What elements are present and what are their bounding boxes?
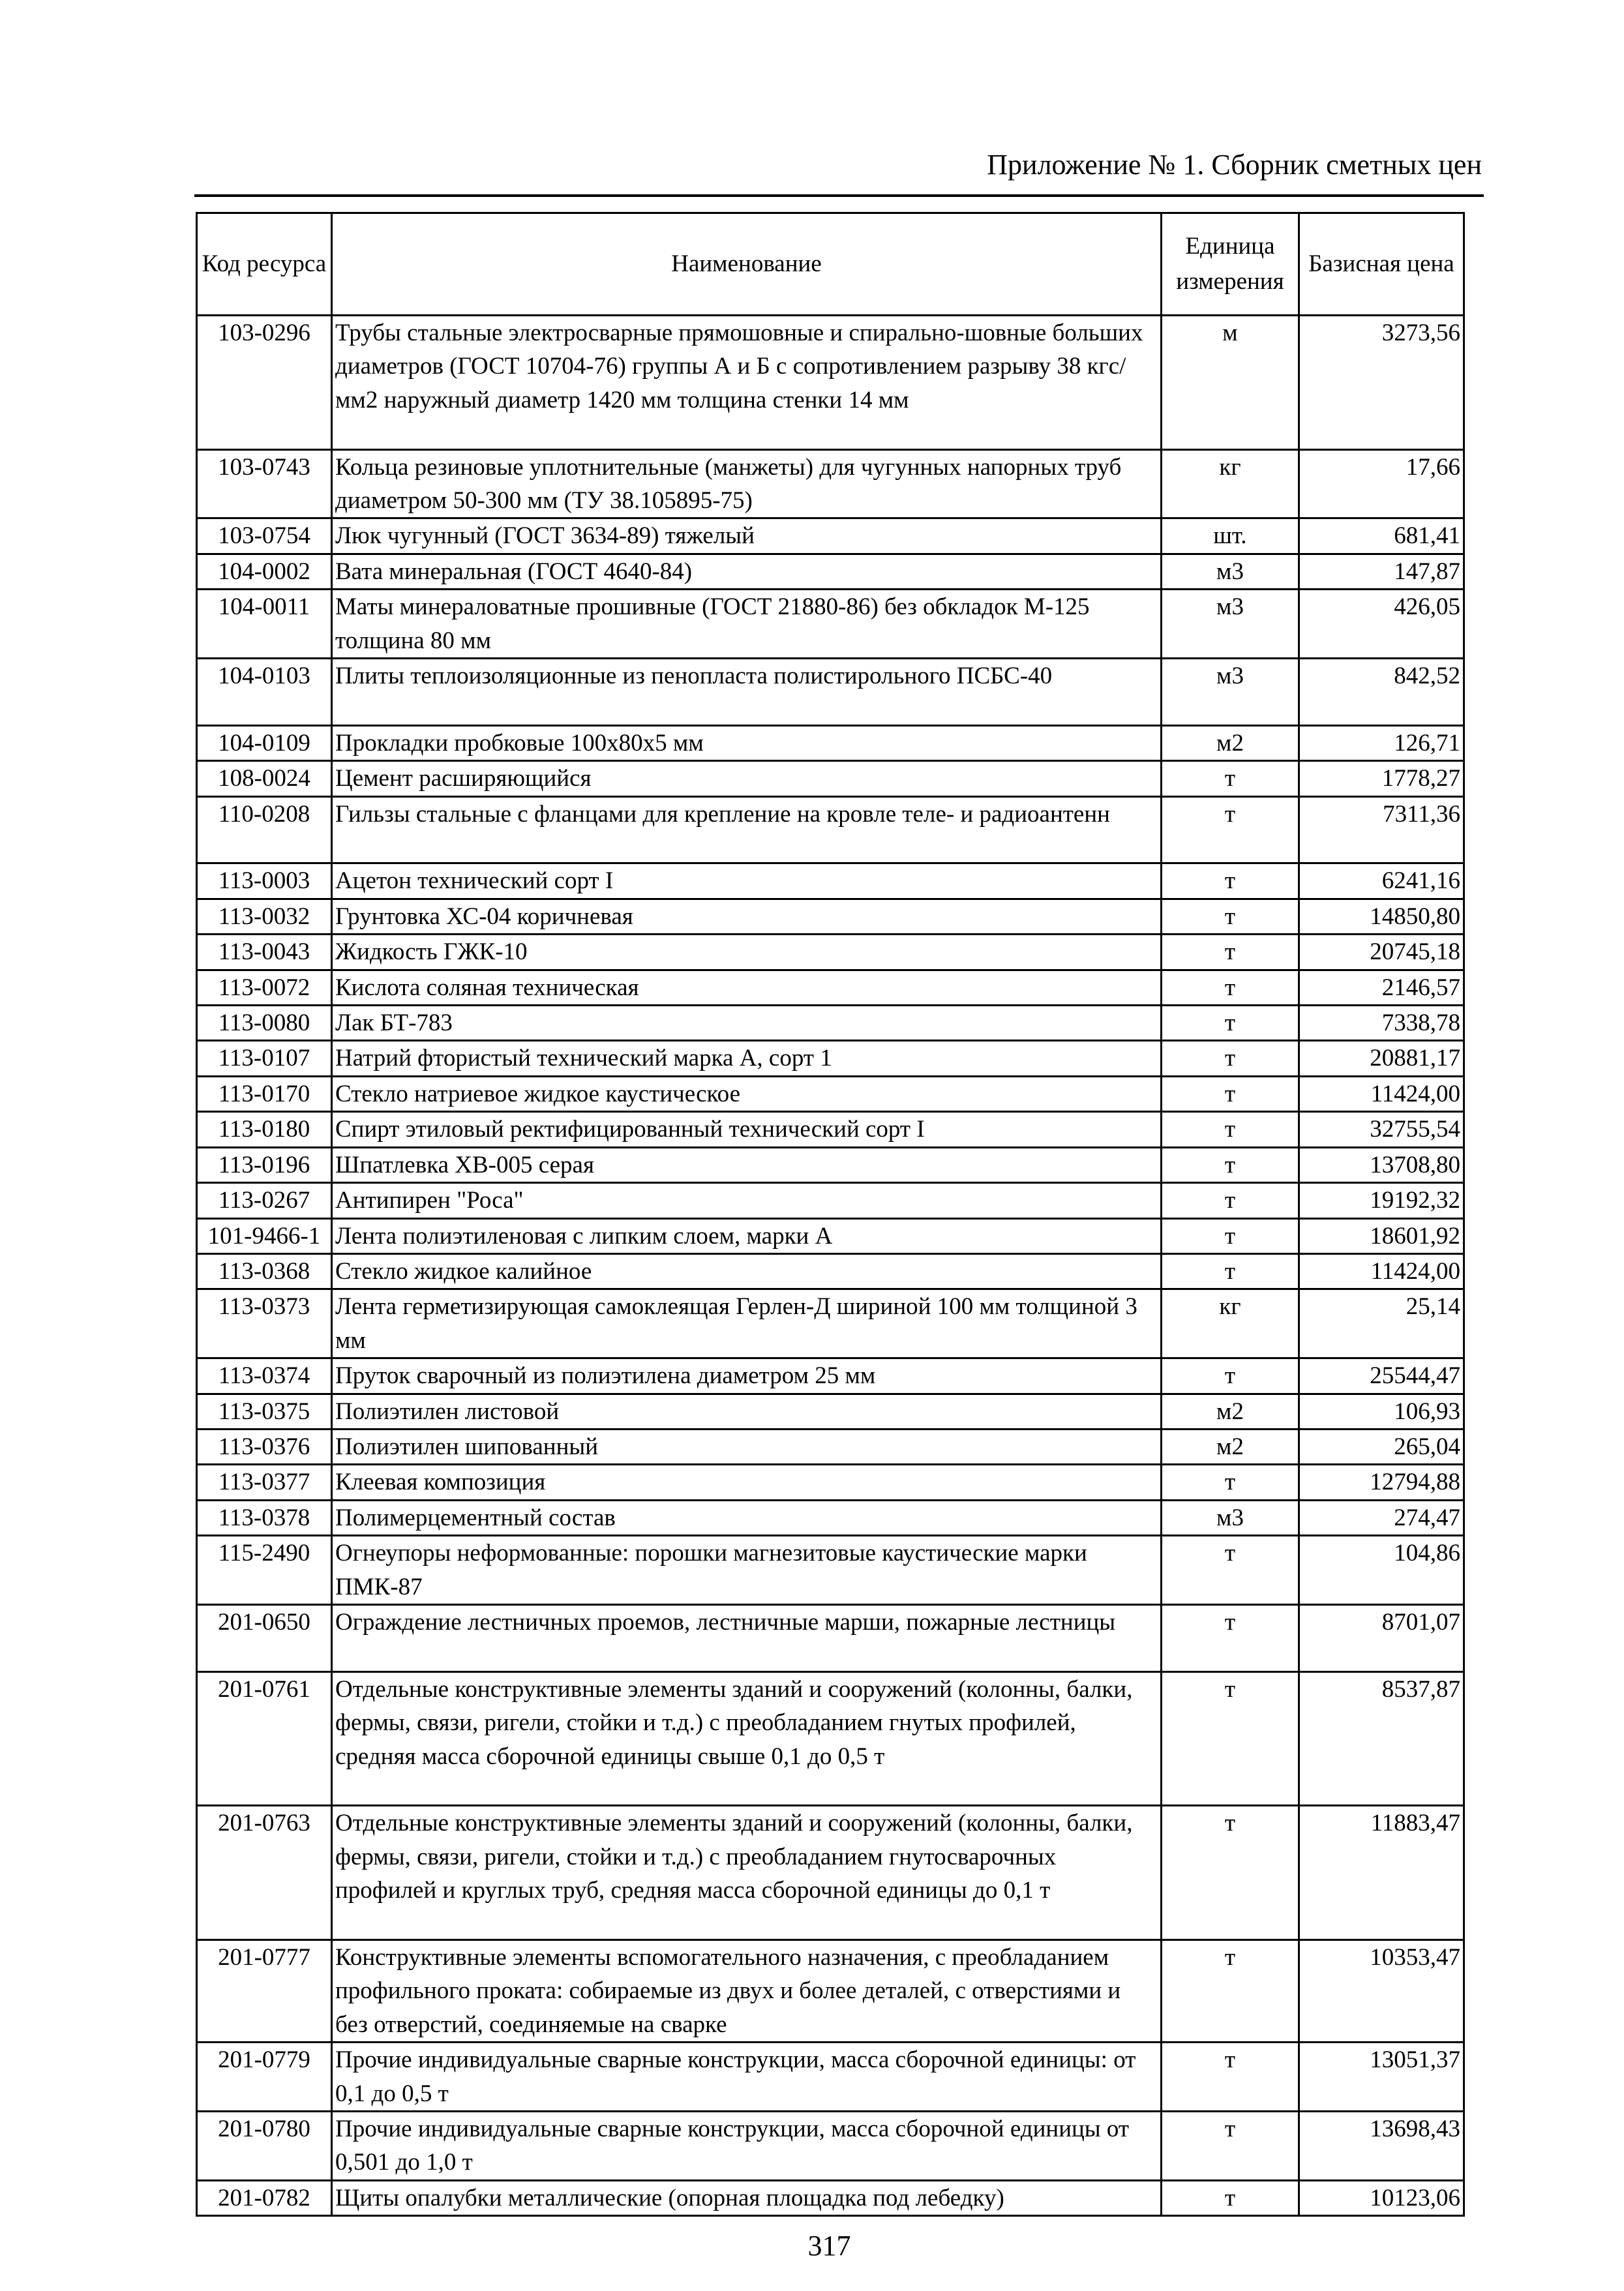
table-row (197, 2180, 1464, 2215)
cell-unit: т (1162, 899, 1299, 934)
cell-name: Плиты теплоизоляционные из пенопласта полистирольного ПСБС-40 (332, 659, 1162, 726)
cell-price: 1778,27 (1299, 761, 1464, 796)
cell-code: 201-0782 (197, 2180, 332, 2215)
cell-price: 17,66 (1299, 449, 1464, 518)
cell-code: 113-0003 (197, 863, 332, 899)
cell-code: 113-0376 (197, 1429, 332, 1464)
cell-code: 101-9466-1 (197, 1218, 332, 1253)
cell-price: 3273,56 (1299, 316, 1464, 450)
table-row (197, 1465, 1464, 1500)
column-header-unit: Единица измерения (1162, 213, 1299, 316)
table-row (197, 935, 1464, 970)
cell-code: 103-0743 (197, 449, 332, 518)
cell-name: Лак БТ-783 (332, 1006, 1162, 1041)
table-row (197, 1394, 1464, 1429)
cell-unit: т (1162, 1358, 1299, 1394)
cell-code: 201-0779 (197, 2043, 332, 2112)
cell-code: 113-0107 (197, 1041, 332, 1076)
cell-unit: т (1162, 970, 1299, 1005)
cell-price: 2146,57 (1299, 970, 1464, 1005)
cell-unit: кг (1162, 449, 1299, 518)
cell-unit: т (1162, 761, 1299, 796)
table-row (197, 1076, 1464, 1111)
cell-unit: т (1162, 935, 1299, 970)
cell-name: Полиэтилен листовой (332, 1394, 1162, 1429)
cell-code: 113-0080 (197, 1006, 332, 1041)
table-row (197, 1536, 1464, 1605)
cell-unit: т (1162, 1218, 1299, 1253)
cell-unit: м2 (1162, 1394, 1299, 1429)
page-content (196, 212, 1463, 2262)
cell-code: 201-0780 (197, 2111, 332, 2180)
table-row (197, 590, 1464, 659)
table-row (197, 1183, 1464, 1218)
cell-code: 201-0777 (197, 1939, 332, 2042)
table-row (197, 970, 1464, 1005)
cell-unit: т (1162, 1939, 1299, 2042)
cell-unit: т (1162, 1112, 1299, 1147)
cell-price: 104,86 (1299, 1536, 1464, 1605)
cell-price: 10353,47 (1299, 1939, 1464, 2042)
cell-code: 104-0103 (197, 659, 332, 726)
cell-name: Отдельные конструктивные элементы зданий и сооружений (колонны, балки, фермы, связи, ригели, стойки и т.д.) с преобладанием гнутых профилей, средняя масса сборочной единицы свыше 0,1 до 0,5 т (332, 1671, 1162, 1806)
table-row (197, 1041, 1464, 1076)
cell-price: 842,52 (1299, 659, 1464, 726)
cell-code: 113-0373 (197, 1289, 332, 1358)
cell-price: 11424,00 (1299, 1076, 1464, 1111)
cell-unit: т (1162, 1604, 1299, 1671)
table-row (197, 725, 1464, 760)
cell-unit: т (1162, 2043, 1299, 2112)
cell-name: Прокладки пробковые 100x80x5 мм (332, 725, 1162, 760)
cell-code: 104-0109 (197, 725, 332, 760)
cell-name: Цемент расширяющийся (332, 761, 1162, 796)
cell-unit: т (1162, 1671, 1299, 1806)
table-row (197, 796, 1464, 863)
cell-name: Лента полиэтиленовая с липким слоем, марки А (332, 1218, 1162, 1253)
cell-price: 126,71 (1299, 725, 1464, 760)
table-row (197, 863, 1464, 899)
column-header-code: Код ресурса (197, 213, 332, 316)
cell-code: 103-0754 (197, 518, 332, 554)
table-row (197, 1218, 1464, 1253)
table-row (197, 659, 1464, 726)
cell-name: Кольца резиновые уплотнительные (манжеты) для чугунных напорных труб диаметром 50-300 мм (ТУ 38.105895-75) (332, 449, 1162, 518)
cell-price: 13708,80 (1299, 1147, 1464, 1182)
cell-code: 113-0377 (197, 1465, 332, 1500)
cell-name: Ацетон технический сорт I (332, 863, 1162, 899)
table-row (197, 316, 1464, 450)
cell-unit: т (1162, 1006, 1299, 1041)
table-row (197, 554, 1464, 589)
cell-name: Стекло жидкое калийное (332, 1253, 1162, 1289)
cell-name: Прочие индивидуальные сварные конструкции, масса сборочной единицы: от 0,1 до 0,5 т (332, 2043, 1162, 2112)
cell-unit: т (1162, 2180, 1299, 2215)
cell-code: 201-0650 (197, 1604, 332, 1671)
cell-name: Огнеупоры неформованные: порошки магнезитовые каустические марки ПМК-87 (332, 1536, 1162, 1605)
cell-price: 18601,92 (1299, 1218, 1464, 1253)
column-header-name: Наименование (332, 213, 1162, 316)
cell-price: 10123,06 (1299, 2180, 1464, 2215)
cell-name: Антипирен "Роса" (332, 1183, 1162, 1218)
cell-name: Ограждение лестничных проемов, лестничные марши, пожарные лестницы (332, 1604, 1162, 1671)
cell-code: 201-0761 (197, 1671, 332, 1806)
cell-price: 25,14 (1299, 1289, 1464, 1358)
cell-name: Гильзы стальные с фланцами для крепление на кровле теле- и радиоантенн (332, 796, 1162, 863)
cell-code: 113-0196 (197, 1147, 332, 1182)
cell-price: 32755,54 (1299, 1112, 1464, 1147)
cell-name: Жидкость ГЖК-10 (332, 935, 1162, 970)
table-row (197, 1112, 1464, 1147)
table-row (197, 1358, 1464, 1394)
cell-name: Грунтовка ХС-04 коричневая (332, 899, 1162, 934)
cell-name: Пруток сварочный из полиэтилена диаметром 25 мм (332, 1358, 1162, 1394)
cell-price: 20881,17 (1299, 1041, 1464, 1076)
table-row (197, 1806, 1464, 1940)
cell-price: 147,87 (1299, 554, 1464, 589)
cell-name: Вата минеральная (ГОСТ 4640-84) (332, 554, 1162, 589)
cell-unit: т (1162, 1076, 1299, 1111)
cell-code: 113-0375 (197, 1394, 332, 1429)
cell-code: 113-0043 (197, 935, 332, 970)
cell-code: 104-0002 (197, 554, 332, 589)
cell-code: 108-0024 (197, 761, 332, 796)
price-table (196, 212, 1465, 2217)
cell-unit: м3 (1162, 659, 1299, 726)
table-row (197, 2043, 1464, 2112)
cell-price: 13698,43 (1299, 2111, 1464, 2180)
table-row (197, 1604, 1464, 1671)
cell-price: 274,47 (1299, 1500, 1464, 1535)
page-number: 317 (807, 2230, 851, 2262)
table-row (197, 1671, 1464, 1806)
table-row (197, 1289, 1464, 1358)
cell-code: 113-0368 (197, 1253, 332, 1289)
cell-price: 681,41 (1299, 518, 1464, 554)
cell-name: Отдельные конструктивные элементы зданий и сооружений (колонны, балки, фермы, связи, ригели, стойки и т.д.) с преобладанием гнутосварочных профилей и круглых труб, средняя масса сборочной единицы до 0,1 т (332, 1806, 1162, 1940)
cell-unit: т (1162, 2111, 1299, 2180)
cell-name: Кислота соляная техническая (332, 970, 1162, 1005)
table-row (197, 1939, 1464, 2042)
cell-price: 19192,32 (1299, 1183, 1464, 1218)
cell-price: 106,93 (1299, 1394, 1464, 1429)
cell-price: 14850,80 (1299, 899, 1464, 934)
cell-name: Клеевая композиция (332, 1465, 1162, 1500)
cell-unit: т (1162, 796, 1299, 863)
cell-name: Лента герметизирующая самоклеящая Герлен-Д шириной 100 мм толщиной 3 мм (332, 1289, 1162, 1358)
cell-price: 6241,16 (1299, 863, 1464, 899)
cell-unit: м2 (1162, 725, 1299, 760)
cell-code: 110-0208 (197, 796, 332, 863)
cell-code: 113-0032 (197, 899, 332, 934)
table-row (197, 449, 1464, 518)
cell-name: Полиэтилен шипованный (332, 1429, 1162, 1464)
cell-code: 113-0378 (197, 1500, 332, 1535)
cell-price: 11883,47 (1299, 1806, 1464, 1940)
cell-code: 113-0072 (197, 970, 332, 1005)
cell-name: Прочие индивидуальные сварные конструкции, масса сборочной единицы от 0,501 до 1,0 т (332, 2111, 1162, 2180)
cell-unit: м (1162, 316, 1299, 450)
cell-price: 12794,88 (1299, 1465, 1464, 1500)
cell-price: 7311,36 (1299, 796, 1464, 863)
cell-unit: т (1162, 1465, 1299, 1500)
cell-price: 8537,87 (1299, 1671, 1464, 1806)
cell-price: 11424,00 (1299, 1253, 1464, 1289)
cell-code: 113-0267 (197, 1183, 332, 1218)
cell-unit: т (1162, 1041, 1299, 1076)
cell-name: Шпатлевка ХВ-005 серая (332, 1147, 1162, 1182)
cell-code: 103-0296 (197, 316, 332, 450)
cell-price: 426,05 (1299, 590, 1464, 659)
cell-unit: т (1162, 1147, 1299, 1182)
running-header: Приложение № 1. Сборник сметных цен (987, 149, 1482, 181)
table-row (197, 2111, 1464, 2180)
cell-unit: м2 (1162, 1429, 1299, 1464)
cell-code: 201-0763 (197, 1806, 332, 1940)
table-row (197, 1500, 1464, 1535)
cell-code: 113-0374 (197, 1358, 332, 1394)
cell-name: Щиты опалубки металлические (опорная площадка под лебедку) (332, 2180, 1162, 2215)
column-header-price: Базисная цена (1299, 213, 1464, 316)
cell-code: 115-2490 (197, 1536, 332, 1605)
cell-unit: т (1162, 1806, 1299, 1940)
cell-price: 8701,07 (1299, 1604, 1464, 1671)
table-row (197, 899, 1464, 934)
cell-price: 13051,37 (1299, 2043, 1464, 2112)
cell-code: 113-0180 (197, 1112, 332, 1147)
cell-unit: т (1162, 1536, 1299, 1605)
cell-unit: м3 (1162, 1500, 1299, 1535)
table-row (197, 1006, 1464, 1041)
cell-price: 20745,18 (1299, 935, 1464, 970)
cell-unit: т (1162, 863, 1299, 899)
cell-name: Натрий фтористый технический марка А, сорт 1 (332, 1041, 1162, 1076)
cell-price: 25544,47 (1299, 1358, 1464, 1394)
cell-name: Полимерцементный состав (332, 1500, 1162, 1535)
cell-unit: шт. (1162, 518, 1299, 554)
cell-price: 265,04 (1299, 1429, 1464, 1464)
cell-unit: м3 (1162, 554, 1299, 589)
cell-code: 104-0011 (197, 590, 332, 659)
table-row (197, 1253, 1464, 1289)
cell-code: 113-0170 (197, 1076, 332, 1111)
cell-unit: т (1162, 1253, 1299, 1289)
table-body (197, 316, 1464, 2216)
cell-price: 7338,78 (1299, 1006, 1464, 1041)
table-row (197, 1429, 1464, 1464)
cell-name: Люк чугунный (ГОСТ 3634-89) тяжелый (332, 518, 1162, 554)
header-rule (194, 194, 1484, 197)
table-row (197, 1147, 1464, 1182)
table-row (197, 518, 1464, 554)
table-row (197, 761, 1464, 796)
cell-name: Конструктивные элементы вспомогательного назначения, с преобладанием профильного проката: собираемые из двух и более деталей, с отверстиями и без отверстий, соединяемые на сварке (332, 1939, 1162, 2042)
cell-unit: м3 (1162, 590, 1299, 659)
cell-unit: т (1162, 1183, 1299, 1218)
cell-name: Спирт этиловый ректифицированный технический сорт I (332, 1112, 1162, 1147)
cell-name: Трубы стальные электросварные прямошовные и спирально-шовные больших диаметров (ГОСТ 10704-76) группы А и Б с сопротивлением разрыву 38 кгс/мм2 наружный диаметр 1420 мм толщина стенки 14 мм (332, 316, 1162, 450)
cell-name: Стекло натриевое жидкое каустическое (332, 1076, 1162, 1111)
table-header-row (197, 213, 1464, 316)
cell-unit: кг (1162, 1289, 1299, 1358)
cell-name: Маты минераловатные прошивные (ГОСТ 21880-86) без обкладок М-125 толщина 80 мм (332, 590, 1162, 659)
